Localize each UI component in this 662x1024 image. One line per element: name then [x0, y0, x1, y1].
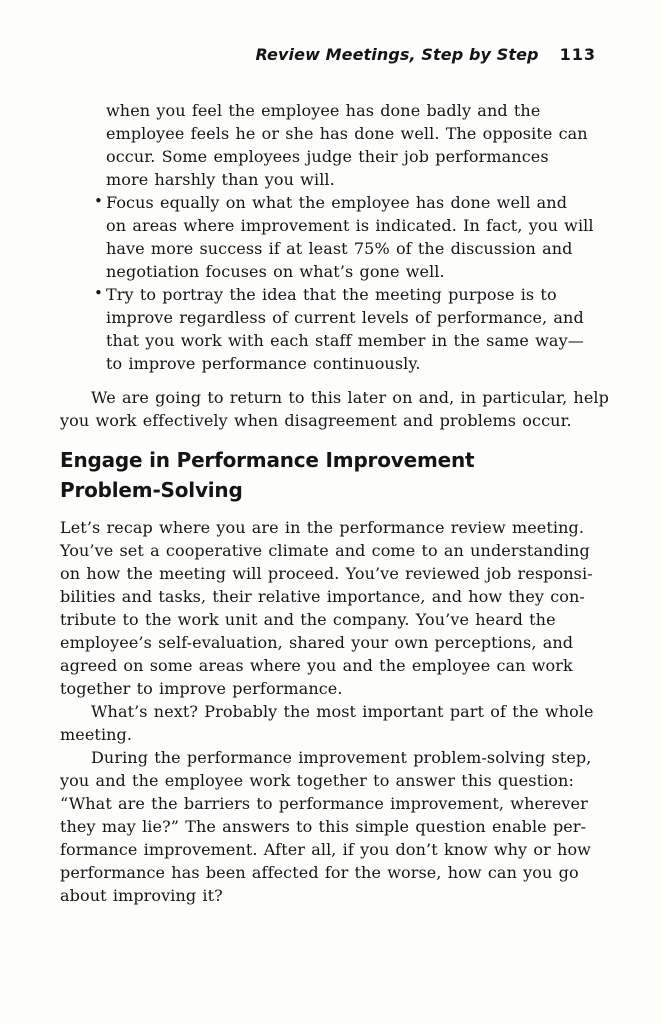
text-line: about improving it? — [60, 886, 223, 905]
text-line: Let’s recap where you are in the performance review meeting. — [60, 518, 585, 537]
text-line: Focus equally on what the employee has done well and — [106, 193, 568, 212]
text-body — [60, 99, 609, 907]
text-line: you work effectively when disagreement and problems occur. — [60, 411, 572, 430]
text-line: Try to portray the idea that the meeting purpose is to — [106, 285, 557, 304]
text-line: formance improvement. After all, if you don’t know why or how — [60, 840, 591, 859]
page-number: 113 — [559, 45, 596, 64]
paragraph-continuation — [60, 99, 595, 191]
text-line: We are going to return to this later on and, in particular, help — [91, 388, 609, 407]
bullet-item — [60, 283, 595, 375]
section-heading — [60, 445, 595, 505]
text-line: they may lie?” The answers to this simple question enable per- — [60, 817, 587, 836]
text-line: improve regardless of current levels of performance, and — [106, 308, 584, 327]
text-line: negotiation focuses on what’s gone well. — [106, 262, 445, 281]
text-line: when you feel the employee has done badly and the — [106, 101, 541, 120]
section-heading-line: Engage in Performance Improvement — [60, 448, 475, 472]
text-line: more harshly than you will. — [106, 170, 335, 189]
bullet-item — [60, 191, 595, 283]
text-line: “What are the barriers to performance improvement, wherever — [60, 794, 588, 813]
text-line: on how the meeting will proceed. You’ve reviewed job responsi- — [60, 564, 593, 583]
text-line: occur. Some employees judge their job performances — [106, 147, 549, 166]
paragraph — [60, 746, 595, 907]
text-line: performance has been affected for the worse, how can you go — [60, 863, 579, 882]
text-line: What’s next? Probably the most important part of the whole — [91, 702, 594, 721]
bullet-icon: • — [94, 192, 103, 210]
text-line: have more success if at least 75% of the discussion and — [106, 239, 573, 258]
paragraph — [60, 516, 595, 700]
bullet-icon: • — [94, 284, 103, 302]
text-line: You’ve set a cooperative climate and come to an understanding — [60, 541, 590, 560]
text-line: to improve performance continuously. — [106, 354, 421, 373]
running-header — [60, 45, 596, 65]
paragraph — [60, 700, 595, 746]
text-line: together to improve performance. — [60, 679, 343, 698]
text-line: agreed on some areas where you and the employee can work — [60, 656, 573, 675]
running-header-title: Review Meetings, Step by Step — [255, 45, 539, 64]
section-heading-line: Problem-Solving — [60, 478, 243, 502]
paragraph — [60, 386, 609, 432]
text-line: you and the employee work together to answer this question: — [60, 771, 574, 790]
text-line: bilities and tasks, their relative importance, and how they con- — [60, 587, 585, 606]
text-line: employee’s self-evaluation, shared your own perceptions, and — [60, 633, 574, 652]
text-line: on areas where improvement is indicated. In fact, you will — [106, 216, 594, 235]
text-line: During the performance improvement problem-solving step, — [91, 748, 592, 767]
text-line: employee feels he or she has done well. The opposite can — [106, 124, 588, 143]
text-line: that you work with each staff member in the same way— — [106, 331, 584, 350]
text-line: tribute to the work unit and the company. You’ve heard the — [60, 610, 556, 629]
text-line: meeting. — [60, 725, 133, 744]
